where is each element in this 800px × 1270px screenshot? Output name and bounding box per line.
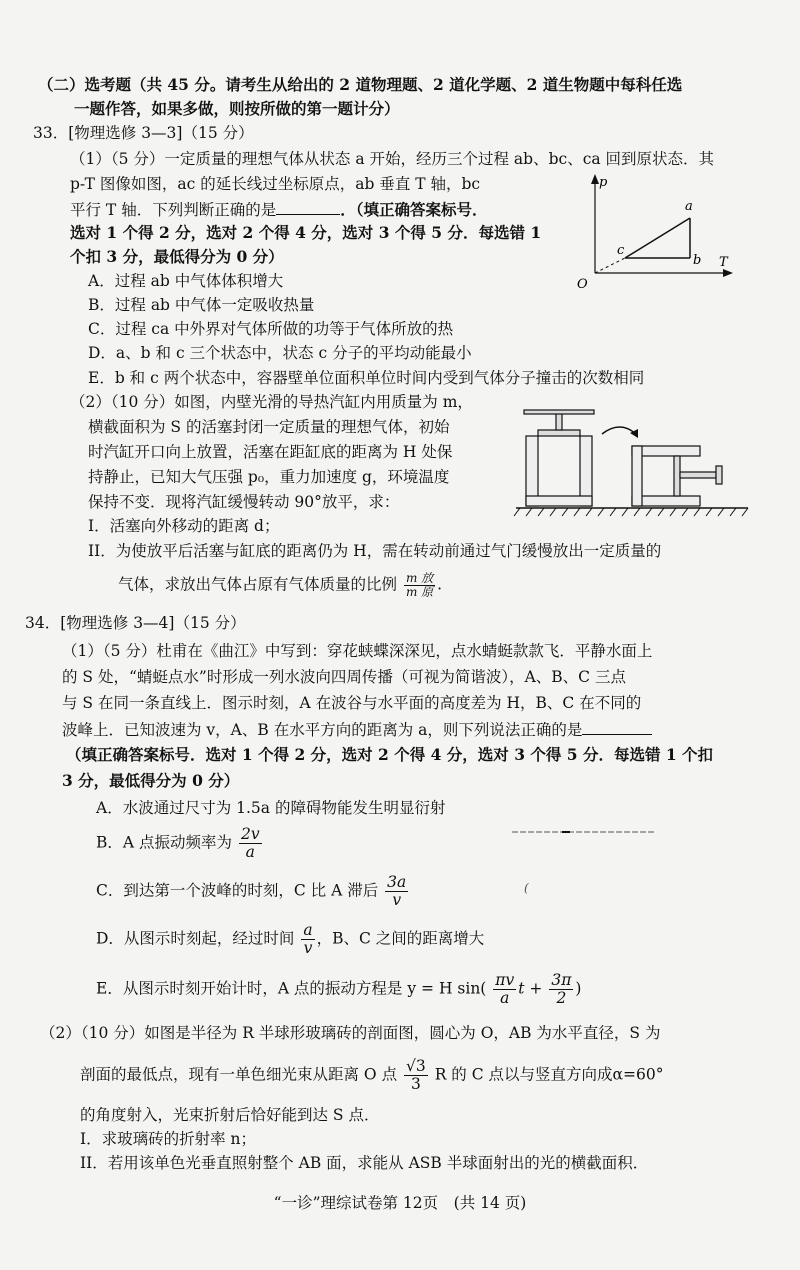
q34-p2-line1: （2）（10 分）如图是半径为 R 半球形玻璃砖的剖面图，圆心为 O，AB 为水平直径，S 为 <box>40 1024 661 1042</box>
q34-p1-line3: 与 S 在同一条直线上．图示时刻，A 在波谷与水平面的高度差为 H，B、C 在不同的 <box>62 694 642 712</box>
option-b-numerator: 2v <box>240 825 260 843</box>
sqrt3-denominator: 3 <box>410 1075 421 1094</box>
ratio-numerator: m 放 <box>405 571 434 585</box>
p-axis-arrow <box>591 174 599 184</box>
option-c-numerator: 3a <box>387 873 407 891</box>
option-e-f1-numerator: πv <box>495 971 515 989</box>
q34-p2-line2b: R 的 C 点以与竖直方向成α=60° <box>434 1065 664 1084</box>
option-d-numerator: a <box>303 921 313 939</box>
option-e-f2-denominator: 2 <box>556 989 567 1008</box>
q34-p1-line4 <box>62 718 652 741</box>
wave-figure-remnant <box>510 820 660 900</box>
q33-option-c: C．过程 ca 中外界对气体所做的功等于气体所放的热 <box>88 320 454 338</box>
q33-p1-line2: p-T 图像如图，ac 的延长线过坐标原点，ab 垂直 T 轴，bc <box>70 175 481 193</box>
answer-blank[interactable] <box>276 198 340 215</box>
q34-p1-line1: （1）（5 分）杜甫在《曲江》中写到：穿花蛱蝶深深见，点水蜻蜓款款飞．平静水面上 <box>62 642 653 660</box>
q33-option-a: A．过程 ab 中气体体积增大 <box>88 272 284 290</box>
q34-option-c-text: C．到达第一个波峰的时刻，C 比 A 滞后 <box>96 881 379 900</box>
q34-p1-line4-text: 波峰上．已知波速为 v，A、B 在水平方向的距离为 a，则下列说法正确的是 <box>62 721 583 739</box>
q34-option-a: A．水波通过尺寸为 1.5a 的障碍物能发生明显衍射 <box>96 799 446 817</box>
q33-p1-line5: 个扣 3 分，最低得分为 0 分） <box>70 247 284 266</box>
q33-p2-line3: 时汽缸开口向上放置，活塞在距缸底的距离为 H 处保 <box>88 443 453 461</box>
q33-option-b: B．过程 ab 中气体一定吸收热量 <box>88 296 315 314</box>
q33-p2-question-ii: II．为使放平后活塞与缸底的距离仍为 H，需在转动前通过气门缓慢放出一定质量的 <box>88 542 662 560</box>
ca-extension-dashed <box>595 258 625 273</box>
q34-p2-line3: 的角度射入，光束折射后恰好能到达 S 点． <box>80 1106 380 1124</box>
option-e-end: ) <box>575 979 582 998</box>
q33-p2-line5: 保持不变．现将汽缸缓慢转动 90°放平，求： <box>88 493 400 511</box>
point-b-label: b <box>693 253 702 268</box>
answer-blank[interactable] <box>582 718 652 735</box>
option-e-f1-denominator: a <box>500 989 510 1008</box>
q33-p2-line2: 横截面积为 S 的活塞封闭一定质量的理想气体，初始 <box>88 418 450 436</box>
point-mark-c: ( <box>524 881 529 895</box>
q34-option-e <box>96 972 581 1007</box>
q33-p2-ratio-line <box>118 572 442 599</box>
q34-option-d <box>96 922 484 957</box>
sqrt3-numerator: √3 <box>406 1057 426 1075</box>
page-footer: “一诊”理综试卷第 12页 (共 14 页) <box>273 1194 527 1212</box>
q34-p1-line5: （填正确答案标号．选对 1 个得 2 分，选对 2 个得 4 分，选对 3 个得 5 分．每选错 1 个扣 <box>66 745 714 764</box>
sqrt3-over-3-fraction <box>404 1058 428 1093</box>
point-a-label: a <box>685 199 693 214</box>
option-e-fraction2 <box>549 972 573 1007</box>
q34-p1-line6: 3 分，最低得分为 0 分） <box>62 771 240 790</box>
option-c-denominator: v <box>392 891 402 910</box>
q33-option-d: D．a、b 和 c 三个状态中，状态 c 分子的平均动能最小 <box>88 344 472 362</box>
q33-p2-ratio-text: 气体，求放出气体占原有气体质量的比例 <box>118 575 398 594</box>
t-axis-label: T <box>719 255 728 270</box>
t-axis-arrow <box>723 269 733 277</box>
option-b-denominator: a <box>245 843 255 862</box>
q34-p1-line2: 的 S 处，“蜻蜓点水”时形成一列水波向四周传播（可视为简谐波），A、B、C 三点 <box>62 668 626 686</box>
ratio-denominator: m 原 <box>405 585 434 600</box>
option-e-f2-numerator: 3π <box>551 971 572 989</box>
upright-cylinder <box>524 410 594 506</box>
q34-p2-question-i: I．求玻璃砖的折射率 n； <box>80 1130 257 1148</box>
option-e-mid: t + <box>518 979 543 998</box>
option-c-fraction <box>385 874 408 909</box>
q34-option-b-text: B．A 点振动频率为 <box>96 833 233 852</box>
pt-graph <box>575 168 760 293</box>
q33-p1-line3b: ．（填正确答案标号． <box>340 200 488 219</box>
q33-p1-line3 <box>70 198 487 221</box>
option-e-fraction1 <box>493 972 516 1007</box>
q34-p2-line2a: 剖面的最低点，现有一单色细光束从距离 O 点 <box>80 1065 398 1084</box>
q34-option-b <box>96 826 264 861</box>
p-axis-label: p <box>599 175 608 190</box>
ground-hatch <box>514 508 748 516</box>
q34-option-e-text: E．从图示时刻开始计时，A 点的振动方程是 y = H sin( <box>96 979 487 998</box>
ratio-end: . <box>437 575 443 594</box>
q33-p2-line1: （2）（10 分）如图，内壁光滑的导热汽缸内用质量为 m， <box>70 393 473 411</box>
q34-option-c <box>96 874 410 909</box>
option-b-fraction <box>239 826 262 861</box>
ratio-fraction <box>404 572 435 599</box>
q33-p1-line3a: 平行 T 轴．下列判断正确的是 <box>70 201 277 219</box>
q33-p2-line4: 持静止，已知大气压强 p₀，重力加速度 g，环境温度 <box>88 468 450 486</box>
point-c-label: c <box>617 243 625 258</box>
q34-p2-line2 <box>80 1058 663 1093</box>
section-heading-line1: （二）选考题（共 45 分。请考生从给出的 2 道物理题、2 道化学题、2 道生物题中每科任选 <box>38 75 683 94</box>
q33-p1-line1: （1）（5 分）一定质量的理想气体从状态 a 开始，经历三个过程 ab、bc、ca 回到原状态．其 <box>70 150 715 168</box>
origin-label: O <box>577 277 588 292</box>
cylinder-figure <box>512 406 752 518</box>
q33-p1-line4: 选对 1 个得 2 分，选对 2 个得 4 分，选对 3 个得 5 分．每选错 1 <box>70 223 542 242</box>
option-d-denominator: v <box>303 939 313 958</box>
process-ca <box>625 218 690 258</box>
q33-header: 33．[物理选修 3—3]（15 分） <box>33 124 254 142</box>
q34-option-d-text2: ，B、C 之间的距离增大 <box>316 929 485 948</box>
q34-p2-question-ii: II．若用该单色光垂直照射整个 AB 面，求能从 ASB 半球面射出的光的横截面积． <box>80 1154 649 1172</box>
option-d-fraction <box>301 922 314 957</box>
section-heading-line2: 一题作答，如果多做，则按所做的第一题计分） <box>74 99 400 118</box>
q33-p2-question-i: I．活塞向外移动的距离 d； <box>88 517 280 535</box>
q33-option-e: E．b 和 c 两个状态中，容器壁单位面积单位时间内受到气体分子撞击的次数相同 <box>88 369 645 387</box>
q34-option-d-text1: D．从图示时刻起，经过时间 <box>96 929 295 948</box>
horizontal-cylinder <box>632 446 722 506</box>
q34-header: 34．[物理选修 3—4]（15 分） <box>25 614 246 632</box>
